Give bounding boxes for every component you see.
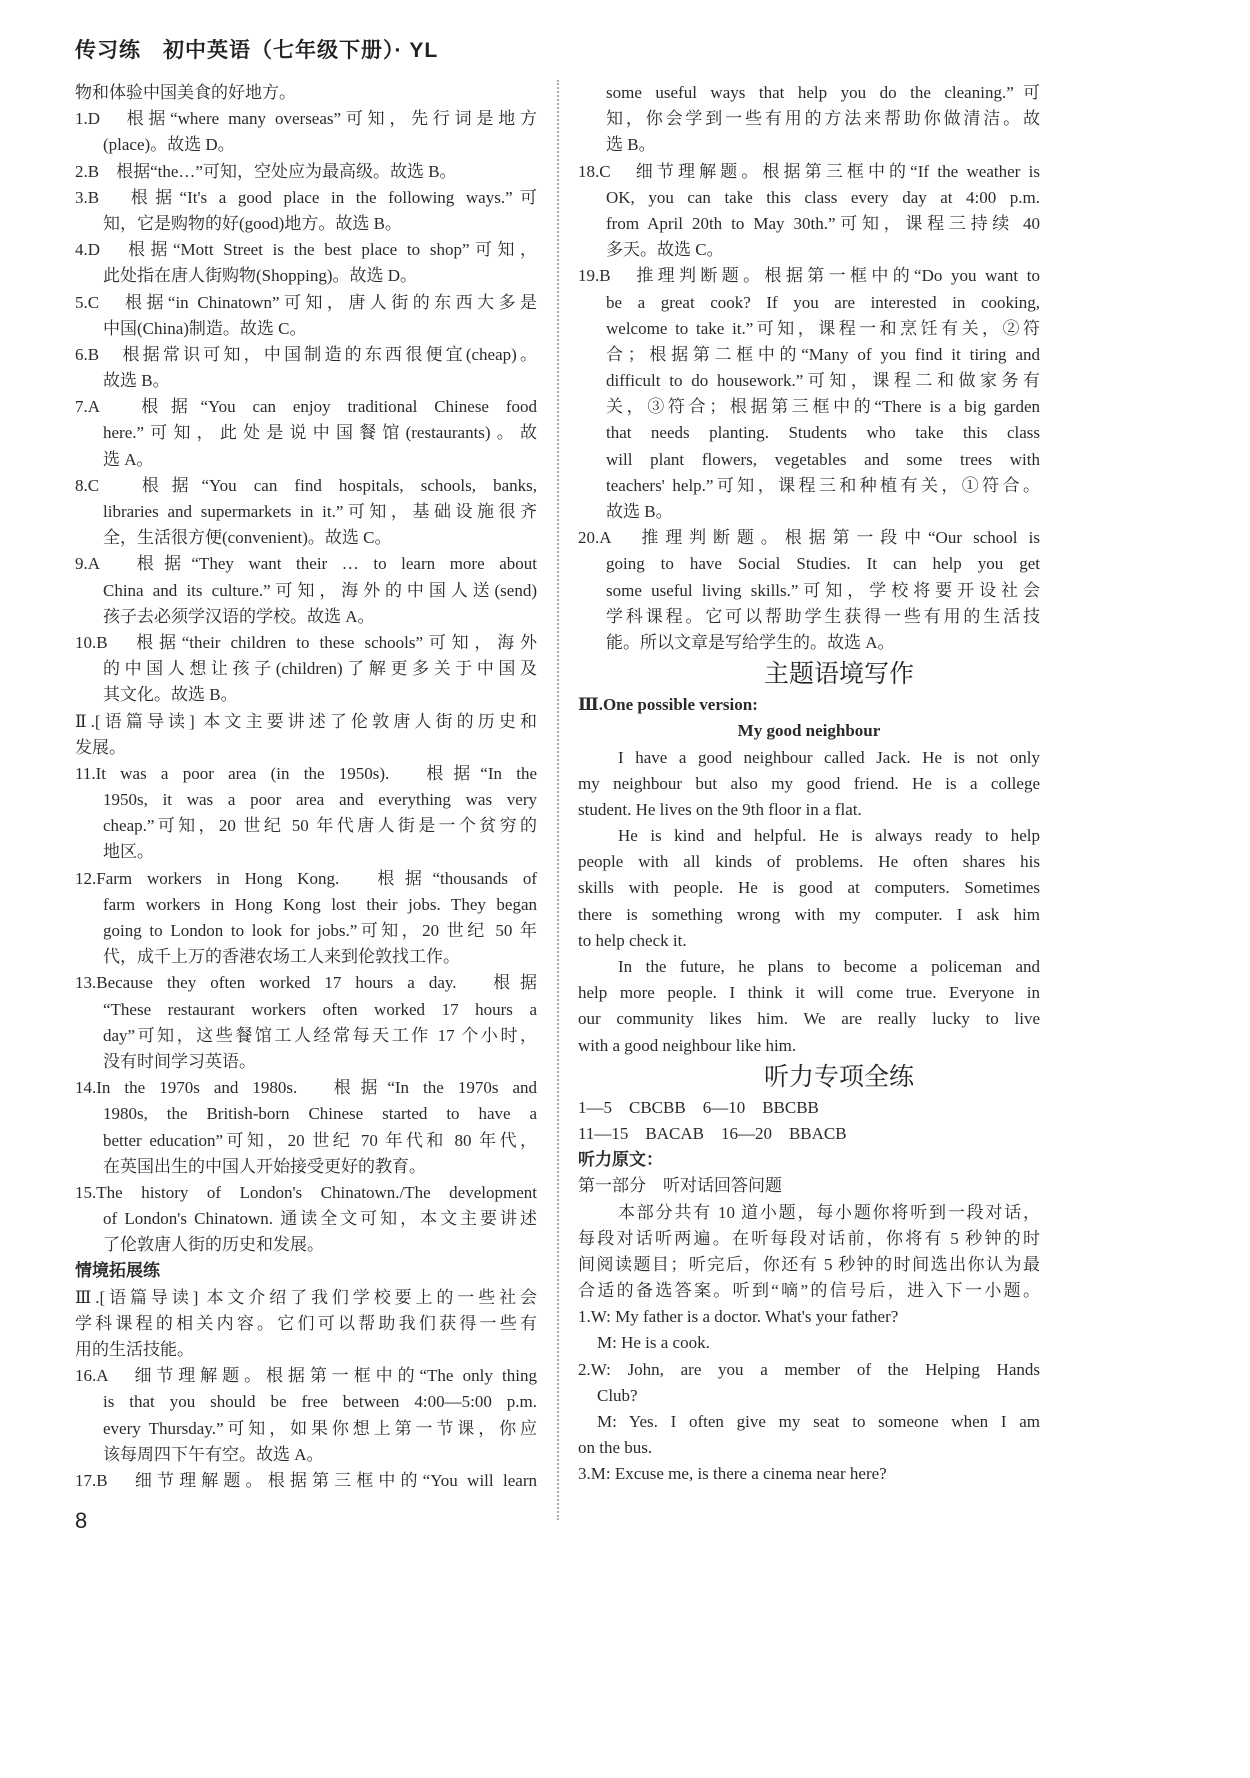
text-line: 代，成千上万的香港农场工人来到伦敦找工作。 (103, 947, 460, 967)
text-line: 13.Because they often worked 17 hours a day. 根据 (75, 973, 537, 993)
text-line: some useful living skills.”可知，学校将要开设社会 (606, 580, 1040, 600)
text-line: 故选 B。 (606, 502, 673, 521)
text-line: 10.B 根据“their children to these schools”可知，海外 (75, 632, 537, 652)
text-line: 6.B 根据常识可知，中国制造的东西很便宜(cheap)。 (75, 344, 537, 364)
text-line: 该每周四下午有空。故选 A。 (103, 1444, 324, 1464)
text-line: 孩子去必须学汉语的学校。故选 A。 (103, 606, 375, 626)
section-heading: 主题语境写作 (763, 660, 914, 689)
text-line: 情境拓展练 (75, 1261, 160, 1281)
text-line: 16.A 细节理解题。根据第一框中的“The only thing (75, 1366, 537, 1386)
text-line: I have a good neighbour called Jack. He is not only (618, 747, 1040, 767)
text-line: 8.C 根据“You can find hospitals, schools, banks, (75, 475, 537, 495)
text-line: 了伦敦唐人街的历史和发展。 (103, 1235, 324, 1255)
text-line: 地区。 (103, 842, 154, 862)
text-line: China and its culture.”可知，海外的中国人送(send) (103, 580, 537, 600)
text-line: 3.B 根据“It's a good place in the following ways.”可 (75, 187, 537, 207)
text-line: 能。所以文章是写给学生的。故选 A。 (606, 632, 895, 652)
text-line: here.”可知，此处是说中国餐馆(restaurants)。故 (103, 423, 537, 443)
text-line: 此处指在唐人街购物(Shopping)。故选 D。 (103, 266, 418, 286)
text-line: 在英国出生的中国人开始接受更好的教育。 (103, 1156, 426, 1176)
text-line: 1980s, the British-born Chinese started to have a (103, 1104, 537, 1124)
text-line: skills with people. He is good at computers. Sometimes (578, 878, 1040, 898)
text-line: 18.C 细节理解题。根据第三框中的“If the weather is (578, 161, 1040, 181)
left-column (75, 80, 537, 1494)
text-line: difficult to do housework.”可知，课程二和做家务有 (606, 371, 1040, 391)
text-line: 7.A 根据“You can enjoy traditional Chinese food (75, 397, 537, 417)
text-line: on the bus. (578, 1438, 653, 1458)
text-line: “These restaurant workers often worked 17 hours a (103, 999, 537, 1019)
text-line: student. He lives on the 9th floor in a flat. (578, 799, 862, 819)
text-line: 合适的备选答案。听到“嘀”的信号后，进入下一小题。 (578, 1281, 1040, 1301)
text-line: 12.Farm workers in Hong Kong. 根据“thousands of (75, 868, 537, 888)
text-line: people with all kinds of problems. He often shares his (578, 852, 1040, 872)
text-line: 多天。故选 C。 (606, 240, 724, 260)
text-line: 用的生活技能。 (75, 1340, 194, 1359)
text-line: 合；根据第二框中的“Many of you find it tiring and (606, 344, 1040, 364)
text-line: He is kind and helpful. He is always ready to help (618, 826, 1040, 846)
text-line: 选 A。 (103, 449, 154, 469)
text-line: welcome to take it.”可知，课程一和烹饪有关，②符 (606, 318, 1040, 338)
text-line: 1.D 根据“where many overseas”可知，先行词是地方 (75, 109, 537, 129)
text-line: 知，你会学到一些有用的方法来帮助你做清洁。故 (606, 109, 1040, 129)
text-line: 的中国人想让孩子(children)了解更多关于中国及 (103, 659, 537, 679)
text-line: is that you should be free between 4:00—5:00 p.m. (103, 1392, 537, 1412)
text-line: will plant flowers, vegetables and some trees with (606, 449, 1040, 469)
text-line: libraries and supermarkets in it.”可知，基础设施很齐 (103, 502, 537, 521)
text-line: 5.C 根据“in Chinatown”可知，唐人街的东西大多是 (75, 292, 537, 312)
text-line: from April 20th to May 30th.”可知，课程三持续 40 (606, 213, 1040, 233)
text-line: going to have Social Studies. It can help you get (606, 554, 1040, 574)
text-line: 2.B 根据“the…”可知，空处应为最高级。故选 B。 (75, 161, 457, 181)
text-line: 全，生活很方便(convenient)。故选 C。 (103, 528, 392, 548)
text-line: cheap.”可知，20 世纪 50 年代唐人街是一个贫穷的 (103, 816, 537, 836)
text-line: 4.D 根据“Mott Street is the best place to shop”可知， (75, 240, 537, 260)
text-line: farm workers in Hong Kong lost their jobs. They began (103, 894, 537, 914)
text-line: 发展。 (75, 737, 126, 757)
right-column (578, 80, 1040, 1488)
text-line: 1.W: My father is a doctor. What's your father? (578, 1307, 899, 1327)
text-line: 没有时间学习英语。 (103, 1051, 256, 1071)
text-line: to help check it. (578, 930, 687, 950)
text-line: 1950s, it was a poor area and everything was very (103, 790, 537, 810)
text-line: with a good neighbour like him. (578, 1035, 797, 1055)
text-line: 第一部分 听对话回答问题 (578, 1176, 782, 1196)
text-line: Club? (597, 1385, 638, 1405)
text-line: Ⅱ.[语篇导读] 本文主要讲述了伦敦唐人街的历史和 (75, 711, 537, 731)
text-line: that needs planting. Students who take this class (606, 423, 1040, 443)
text-line: 听力原文： (578, 1150, 663, 1170)
text-line: 每段对话听两遍。在听每段对话前，你将有 5 秒钟的时 (578, 1228, 1040, 1248)
text-line: 1—5 CBCBB 6—10 BBCBB (578, 1097, 819, 1117)
text-line: M: He is a cook. (597, 1333, 710, 1353)
text-line: 中国(China)制造。故选 C。 (103, 318, 307, 338)
text-line: 故选 B。 (103, 371, 170, 391)
text-line: 15.The history of London's Chinatown./The development (75, 1182, 537, 1202)
text-line: 关，③符合；根据第三框中的“There is a big garden (606, 397, 1040, 417)
text-line: M: Yes. I often give my seat to someone when I am (597, 1412, 1040, 1431)
page-number: 8 (75, 1508, 88, 1533)
text-line: OK, you can take this class every day at 4:00 p.m. (606, 187, 1040, 207)
text-line: going to London to look for jobs.”可知，20 世纪 50 年 (103, 921, 537, 940)
text-line: 学科课程的相关内容。它们可以帮助我们获得一些有 (75, 1313, 537, 1333)
text-line: of London's Chinatown. 通读全文可知，本文主要讲述 (103, 1209, 537, 1229)
text-line: (place)。故选 D。 (103, 135, 235, 155)
text-line: 9.A 根据“They want their … to learn more about (75, 554, 537, 574)
text-line: 11—15 BACAB 16—20 BBACB (578, 1123, 847, 1143)
text-line: 3.M: Excuse me, is there a cinema near here? (578, 1464, 887, 1484)
text-line: 17.B 细节理解题。根据第三框中的“You will learn (75, 1470, 537, 1490)
text-line: teachers' help.”可知，课程三和种植有关，①符合。 (606, 475, 1040, 495)
text-line: In the future, he plans to become a policeman and (618, 957, 1040, 976)
text-line: 间阅读题目；听完后，你还有 5 秒钟的时间选出你认为最 (578, 1254, 1040, 1274)
text-line: day”可知，这些餐馆工人经常每天工作 17 个小时， (103, 1025, 537, 1045)
page-header: 传习练 初中英语（七年级下册）· YL (75, 39, 439, 62)
text-line: some useful ways that help you do the cleaning.”可 (606, 83, 1040, 102)
text-line: 知，它是购物的好(good)地方。故选 B。 (103, 213, 402, 233)
text-line: my neighbour but also my good friend. He is a college (578, 773, 1040, 793)
text-line: every Thursday.”可知，如果你想上第一节课，你应 (103, 1418, 537, 1438)
text-line: 本部分共有 10 道小题，每小题你将听到一段对话， (618, 1202, 1040, 1222)
text-line: 物和体验中国美食的好地方。 (75, 83, 296, 102)
column-divider (557, 80, 559, 1520)
text-line: 选 B。 (606, 135, 656, 155)
text-line: 20.A 推理判断题。根据第一段中“Our school is (578, 528, 1040, 548)
text-line: better education”可知，20 世纪 70 年代和 80 年代， (103, 1130, 537, 1150)
text-line: help more people. I think it will come true. Everyone in (578, 983, 1040, 1003)
text-line: Ⅲ.One possible version: (578, 695, 758, 715)
text-line: our community likes him. We are really lucky to live (578, 1009, 1040, 1029)
text-line: there is something wrong with my computer. I ask him (578, 904, 1040, 924)
text-line: Ⅲ.[语篇导读] 本文介绍了我们学校要上的一些社会 (75, 1287, 537, 1307)
text-line: 2.W: John, are you a member of the Helping Hands (578, 1359, 1040, 1379)
section-heading: 听力专项全练 (763, 1062, 914, 1091)
text-line: 19.B 推理判断题。根据第一框中的“Do you want to (578, 266, 1040, 286)
text-line: 14.In the 1970s and 1980s. 根据“In the 1970s and (75, 1078, 537, 1098)
text-line: be a great cook? If you are interested in cooking, (606, 292, 1040, 312)
text-line: My good neighbour (737, 721, 881, 741)
text-line: 11.It was a poor area (in the 1950s). 根据“In the (75, 763, 537, 783)
text-line: 其文化。故选 B。 (103, 685, 238, 705)
text-line: 学科课程。它可以帮助学生获得一些有用的生活技 (606, 606, 1040, 626)
